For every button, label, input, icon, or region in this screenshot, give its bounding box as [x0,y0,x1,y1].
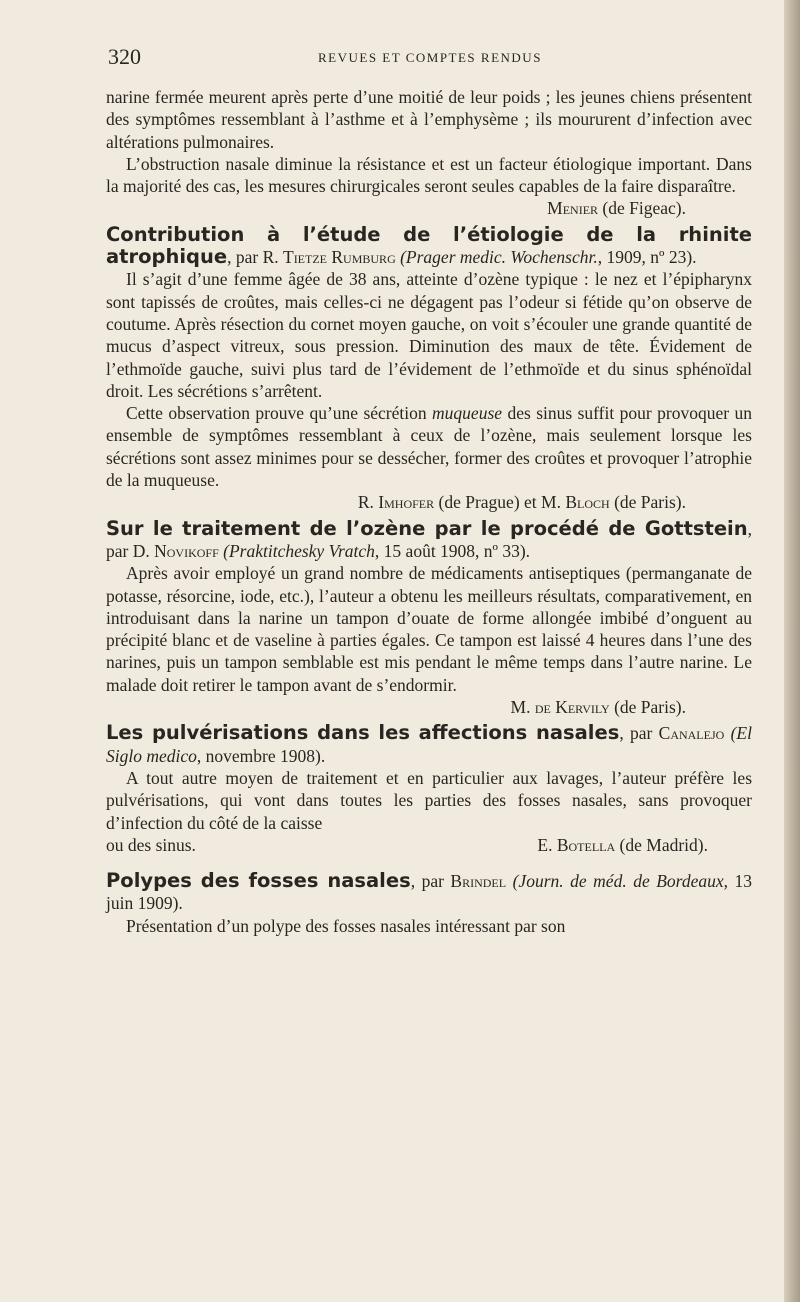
article-heading: Les pulvérisations dans les affections nasales, par Canalejo (El Siglo medico, novembre 1908). [106,721,752,766]
article-author: Tietze Rumburg [283,247,396,268]
signature-name: Menier [547,198,599,219]
article-heading: Sur le traitement de l’ozène par le procédé de Gottstein, par D. Novikoff (Praktitchesky Vratch, 15 août 1908, nº 33). [106,516,752,561]
article-contribution [106,224,752,514]
page-number: 320 [108,44,141,69]
paragraph: Présentation d’un polype des fosses nasales intéressant par son [126,915,566,936]
signature-place: (de Figeac). [602,198,686,219]
article-details: , 13 juin 1909). [106,871,753,914]
paragraph: Après avoir employé un grand nombre de médicaments antiseptiques (permanganate de potasse, résorcine, iode, etc.), l’auteur a obtenu les meilleurs résultats, comparativement, en introduisant dans la narine un tampon d’ouate de forme allongée imbibé d’onguent au précipité blanc et de vaseline à parties égales. Ce tampon est laissé 4 heures dans l’une des narines, puis un tampon semblable est mis pendant le même temps dans l’autre narine. Le malade doit retirer le tampon avant de s’endormir. [106,563,752,695]
paragraph-end-with-signature: ou des sinus. E. Botella (de Madrid). [106,834,752,856]
signature [106,197,752,219]
article-author: Brindel [450,871,507,892]
paragraph: Cette observation prouve qu’une sécrétion muqueuse des sinus suffit pour provoquer un ensemble de symptômes ressemblant à ceux de l’ozène, mais seulement lorsque les sécrétions sont assez minimes pour se dessécher, former des croûtes et provoquer l’atrophie de la muqueuse. [106,403,752,491]
signature: M. de Kervily (de Paris). [510,697,686,718]
page-header [108,44,748,74]
article-title: Polypes des fosses nasales [106,869,411,893]
paragraph-continued: narine fermée meurent après perte d’une moitié de leur poids ; les jeunes chiens présentent des symptômes ressemblant à l’asthme et à l’emphysème ; ils moururent d’infection avec altérations pulmonaires. [106,87,752,152]
paragraph: Il s’agit d’une femme âgée de 38 ans, atteinte d’ozène typique : le nez et l’épipharynx sont tapissés de croûtes, mais celles-ci ne dégagent pas l’odeur si fétide qu’on observe de coutume. Après résection du cornet moyen gauche, on voit s’écouler une grande quantité de mucus d’aspect vitreux, sous pression. Diminution des maux de tête. Évidement de l’ethmoïde gauche, suivi plus tard de l’évidement de l’ethmoïde et du sinus sphénoïdal droit. Les sécrétions s’arrêtent. [106,269,752,401]
article-journal: (Prager medic. Wochenschr. [400,247,598,268]
article-author: Novikoff [154,540,219,561]
signature: E. Botella (de Madrid). [537,834,708,855]
page-edge [784,0,800,1302]
article-journal: (Journ. de méd. de Bordeaux [512,871,724,892]
body-text [106,86,752,937]
article-title: Contribution à l’étude de l’étiologie de la rhinite atrophique [106,222,752,269]
article-author: Canalejo [658,723,725,744]
article-journal: (El Siglo medico [106,723,752,766]
article-ozene [106,518,752,719]
paragraph: L’obstruction nasale diminue la résistance et est un facteur étiologique important. Dans la majorité des cas, les mesures chirurgicales seront seules capables de la faire disparaître. [106,153,752,197]
article-heading: Contribution à l’étude de l’étiologie de la rhinite atrophique, par R. Tietze Rumburg (Prager medic. Wochenschr., 1909, nº 23). [106,222,752,269]
article-title: Sur le traitement de l’ozène par le procédé de Gottstein [106,516,748,540]
article-details: , 1909, nº 23). [597,247,697,268]
article-journal: (Praktitchesky Vratch [223,540,375,561]
article-polypes [106,870,752,937]
article-details: , novembre 1908). [196,745,326,766]
paragraph: A tout autre moyen de traitement et en particulier aux lavages, l’auteur préfère les pulvérisations, qui vont dans toutes les parties des fosses nasales, sans provoquer d’infection du côté de la caisse [106,767,752,833]
running-title: REVUES ET COMPTES RENDUS [318,50,542,65]
article-title: Les pulvérisations dans les affections nasales [106,721,620,745]
article-heading: Polypes des fosses nasales, par Brindel (Journ. de méd. de Bordeaux, 13 juin 1909). [106,869,753,914]
article-pulverisations [106,722,752,856]
signature: R. Imhofer (de Prague) et M. Bloch (de Paris). [357,492,686,513]
article-details: , 15 août 1908, nº 33). [374,540,531,561]
